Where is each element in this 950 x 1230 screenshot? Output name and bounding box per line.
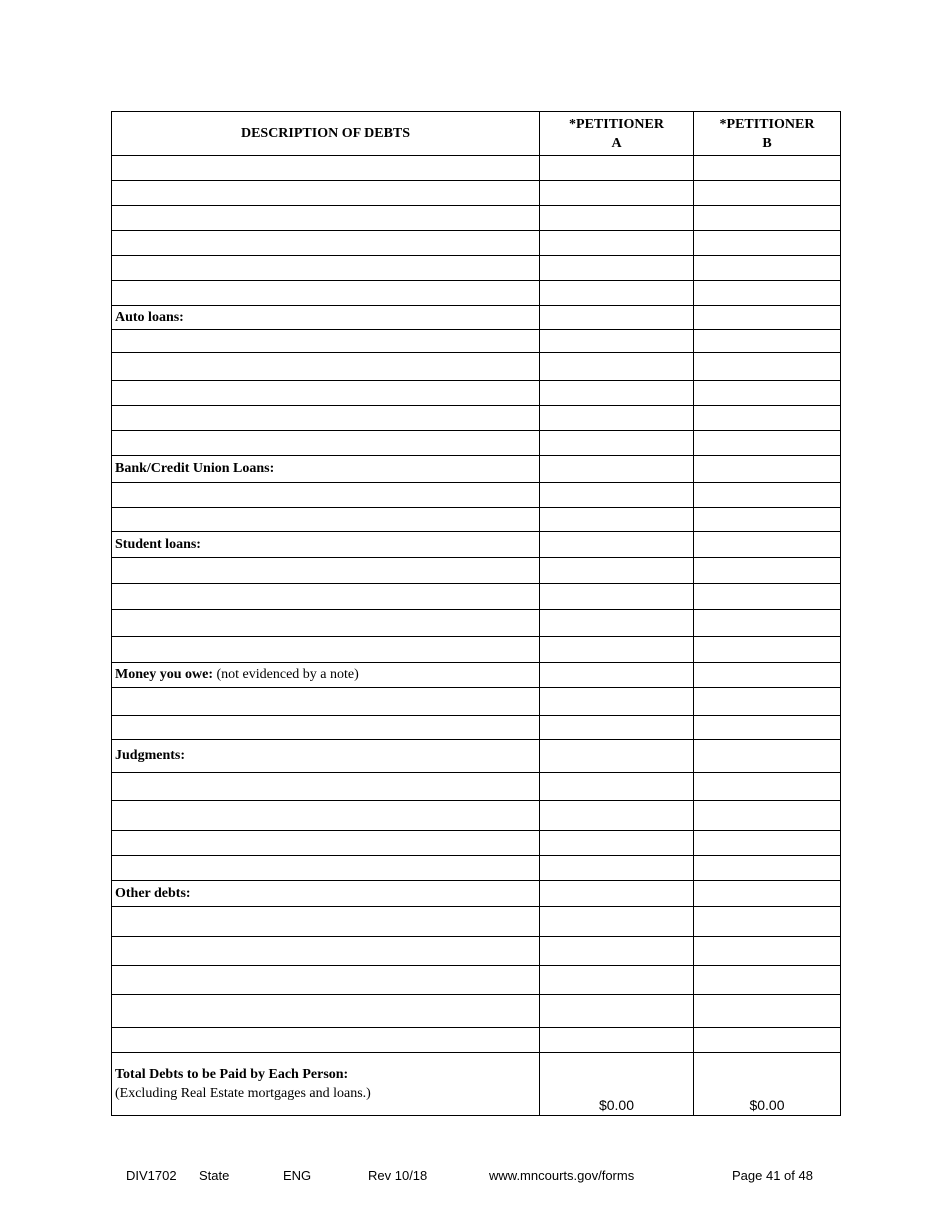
petitioner-b-cell[interactable] <box>694 381 841 406</box>
table-row <box>112 281 841 306</box>
petitioner-a-cell[interactable] <box>540 773 694 801</box>
table-row <box>112 831 841 856</box>
footer-page-number: Page 41 of 48 <box>732 1168 813 1183</box>
petitioner-b-header-line1: *PETITIONER <box>719 116 815 132</box>
debt-description-cell[interactable] <box>112 907 540 937</box>
total-label-cell <box>112 1053 540 1116</box>
table-row <box>112 558 841 584</box>
debt-description-cell[interactable] <box>112 508 540 532</box>
petitioner-b-cell[interactable] <box>694 995 841 1028</box>
petitioner-b-header <box>694 112 841 156</box>
table-row <box>112 353 841 381</box>
petitioner-a-cell[interactable] <box>540 995 694 1028</box>
section-label-auto-loans: Auto loans: <box>112 306 540 330</box>
petitioner-b-cell[interactable] <box>694 773 841 801</box>
footer-form-id: DIV1702 <box>126 1168 177 1183</box>
debt-description-cell[interactable] <box>112 381 540 406</box>
petitioner-a-cell[interactable] <box>540 330 694 353</box>
petitioner-a-cell[interactable] <box>540 206 694 231</box>
section-row-money-owed <box>112 663 841 688</box>
table-row <box>112 801 841 831</box>
petitioner-a-cell[interactable] <box>540 801 694 831</box>
table-row <box>112 584 841 610</box>
section-row-judgments <box>112 740 841 773</box>
table-row <box>112 773 841 801</box>
debt-description-cell[interactable] <box>112 995 540 1028</box>
debt-description-cell[interactable] <box>112 966 540 995</box>
petitioner-b-cell[interactable] <box>694 801 841 831</box>
debt-description-cell[interactable] <box>112 156 540 181</box>
table-row <box>112 907 841 937</box>
petitioner-b-cell[interactable] <box>694 483 841 508</box>
section-row-auto-loans <box>112 306 841 330</box>
debt-description-cell[interactable] <box>112 610 540 637</box>
petitioner-a-cell[interactable] <box>540 637 694 663</box>
debt-description-cell[interactable] <box>112 801 540 831</box>
petitioner-a-cell[interactable] <box>540 306 694 330</box>
total-petitioner-b: $0.00 <box>694 1053 841 1116</box>
petitioner-b-cell[interactable] <box>694 256 841 281</box>
petitioner-a-cell[interactable] <box>540 532 694 558</box>
table-row <box>112 716 841 740</box>
petitioner-a-cell[interactable] <box>540 431 694 456</box>
petitioner-a-header-line1: *PETITIONER <box>569 116 664 132</box>
debt-description-cell[interactable] <box>112 688 540 716</box>
table-row <box>112 856 841 881</box>
table-row <box>112 610 841 637</box>
petitioner-a-cell[interactable] <box>540 353 694 381</box>
debt-description-cell[interactable] <box>112 431 540 456</box>
header-row <box>112 112 841 156</box>
table-row <box>112 995 841 1028</box>
footer-language: ENG <box>283 1168 312 1183</box>
petitioner-a-cell[interactable] <box>540 740 694 773</box>
section-label-other-debts: Other debts: <box>112 881 540 907</box>
money-owed-label: Money you owe: <box>115 667 213 682</box>
petitioner-a-cell[interactable] <box>540 256 694 281</box>
table-row <box>112 330 841 353</box>
petitioner-b-cell[interactable] <box>694 456 841 483</box>
petitioner-a-cell[interactable] <box>540 688 694 716</box>
petitioner-b-cell[interactable] <box>694 181 841 206</box>
petitioner-b-cell[interactable] <box>694 663 841 688</box>
petitioner-b-cell[interactable] <box>694 637 841 663</box>
table-row <box>112 231 841 256</box>
petitioner-b-cell[interactable] <box>694 740 841 773</box>
total-row <box>112 1053 841 1116</box>
debt-description-cell[interactable] <box>112 281 540 306</box>
petitioner-a-header <box>540 112 694 156</box>
petitioner-b-cell[interactable] <box>694 907 841 937</box>
table-row <box>112 181 841 206</box>
table-row <box>112 381 841 406</box>
footer-url: www.mncourts.gov/forms <box>489 1168 635 1183</box>
petitioner-a-cell[interactable] <box>540 716 694 740</box>
petitioner-a-cell[interactable] <box>540 381 694 406</box>
petitioner-b-cell[interactable] <box>694 156 841 181</box>
petitioner-b-cell[interactable] <box>694 330 841 353</box>
section-label-student-loans: Student loans: <box>112 532 540 558</box>
petitioner-a-cell[interactable] <box>540 856 694 881</box>
petitioner-a-cell[interactable] <box>540 584 694 610</box>
debt-description-cell[interactable] <box>112 330 540 353</box>
petitioner-b-cell[interactable] <box>694 558 841 584</box>
petitioner-a-cell[interactable] <box>540 456 694 483</box>
petitioner-b-cell[interactable] <box>694 431 841 456</box>
section-label-judgments: Judgments: <box>112 740 540 773</box>
debt-description-cell[interactable] <box>112 1028 540 1053</box>
petitioner-a-cell[interactable] <box>540 483 694 508</box>
section-row-student-loans <box>112 532 841 558</box>
table-row <box>112 406 841 431</box>
debt-description-cell[interactable] <box>112 256 540 281</box>
footer-jurisdiction: State <box>199 1168 230 1183</box>
table-row <box>112 688 841 716</box>
petitioner-a-cell[interactable] <box>540 831 694 856</box>
debt-description-cell[interactable] <box>112 773 540 801</box>
table-row <box>112 937 841 966</box>
debt-description-cell[interactable] <box>112 206 540 231</box>
debt-description-cell[interactable] <box>112 637 540 663</box>
petitioner-b-cell[interactable] <box>694 881 841 907</box>
petitioner-a-cell[interactable] <box>540 406 694 431</box>
money-owed-note: (not evidenced by a note) <box>213 667 359 682</box>
petitioner-a-header-line2: A <box>611 135 622 151</box>
table-row <box>112 483 841 508</box>
petitioner-a-cell[interactable] <box>540 281 694 306</box>
table-row <box>112 966 841 995</box>
total-label: Total Debts to be Paid by Each Person: <box>115 1067 349 1082</box>
description-header: DESCRIPTION OF DEBTS <box>112 112 540 156</box>
petitioner-a-cell[interactable] <box>540 937 694 966</box>
total-petitioner-a: $0.00 <box>540 1053 694 1116</box>
debt-description-cell[interactable] <box>112 584 540 610</box>
petitioner-a-cell[interactable] <box>540 966 694 995</box>
debt-description-cell[interactable] <box>112 406 540 431</box>
petitioner-b-cell[interactable] <box>694 937 841 966</box>
debt-description-cell[interactable] <box>112 181 540 206</box>
petitioner-b-cell[interactable] <box>694 532 841 558</box>
petitioner-b-cell[interactable] <box>694 1028 841 1053</box>
petitioner-b-cell[interactable] <box>694 206 841 231</box>
petitioner-a-cell[interactable] <box>540 663 694 688</box>
section-label-bank-loans: Bank/Credit Union Loans: <box>112 456 540 483</box>
table-row <box>112 637 841 663</box>
table-row <box>112 1028 841 1053</box>
table-row <box>112 206 841 231</box>
petitioner-a-cell[interactable] <box>540 156 694 181</box>
debt-description-cell[interactable] <box>112 937 540 966</box>
footer-revision: Rev 10/18 <box>368 1168 428 1183</box>
debt-description-cell[interactable] <box>112 831 540 856</box>
section-label-money-owed <box>112 663 540 688</box>
debt-description-cell[interactable] <box>112 353 540 381</box>
petitioner-a-cell[interactable] <box>540 231 694 256</box>
petitioner-b-cell[interactable] <box>694 610 841 637</box>
petitioner-a-cell[interactable] <box>540 907 694 937</box>
petitioner-b-cell[interactable] <box>694 831 841 856</box>
petitioner-b-cell[interactable] <box>694 353 841 381</box>
petitioner-a-cell[interactable] <box>540 881 694 907</box>
petitioner-b-cell[interactable] <box>694 406 841 431</box>
petitioner-b-cell[interactable] <box>694 856 841 881</box>
debts-table <box>111 111 841 1116</box>
petitioner-b-cell[interactable] <box>694 966 841 995</box>
debt-description-cell[interactable] <box>112 716 540 740</box>
debt-description-cell[interactable] <box>112 856 540 881</box>
section-row-other-debts <box>112 881 841 907</box>
petitioner-a-cell[interactable] <box>540 558 694 584</box>
petitioner-a-cell[interactable] <box>540 1028 694 1053</box>
petitioner-b-cell[interactable] <box>694 306 841 330</box>
table-row <box>112 431 841 456</box>
debt-description-cell[interactable] <box>112 558 540 584</box>
petitioner-b-cell[interactable] <box>694 281 841 306</box>
page-footer <box>0 1168 950 1184</box>
petitioner-a-cell[interactable] <box>540 181 694 206</box>
table-row <box>112 256 841 281</box>
table-row <box>112 508 841 532</box>
petitioner-a-cell[interactable] <box>540 610 694 637</box>
petitioner-a-cell[interactable] <box>540 508 694 532</box>
debt-description-cell[interactable] <box>112 231 540 256</box>
petitioner-b-cell[interactable] <box>694 688 841 716</box>
petitioner-b-cell[interactable] <box>694 508 841 532</box>
debt-description-cell[interactable] <box>112 483 540 508</box>
table-row <box>112 156 841 181</box>
petitioner-b-header-line2: B <box>762 135 772 151</box>
petitioner-b-cell[interactable] <box>694 716 841 740</box>
petitioner-b-cell[interactable] <box>694 231 841 256</box>
petitioner-b-cell[interactable] <box>694 584 841 610</box>
section-row-bank-loans <box>112 456 841 483</box>
total-note: (Excluding Real Estate mortgages and loans.) <box>115 1086 371 1101</box>
